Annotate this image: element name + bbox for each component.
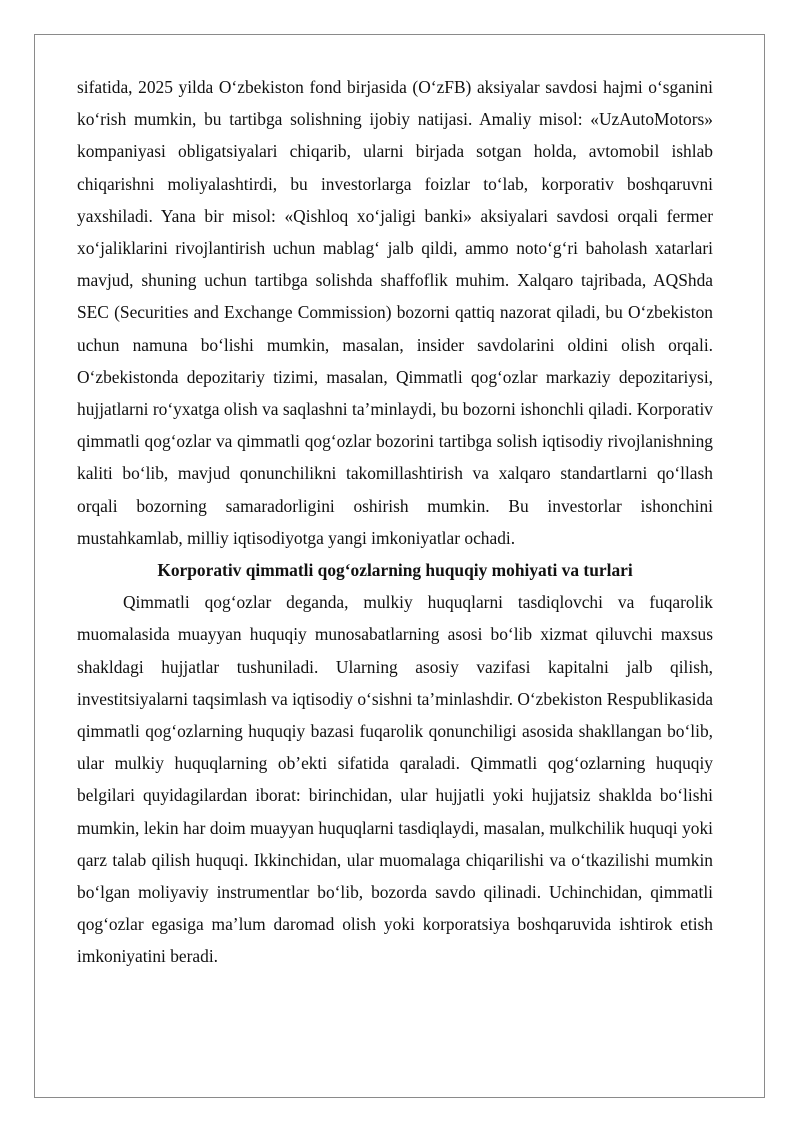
body-paragraph: sifatida, 2025 yilda O‘zbekiston fond birjasida (O‘zFB) aksiyalar savdosi hajmi o‘sganini ko‘rish mumkin, bu tartibga solishning ijobiy natijasi. Amaliy misol: «UzAutoMotors» kompaniyasi obligatsiyalari chiqarib, ularni birjada sotgan holda, avtomobil ishlab chiqarishni moliyalashtirdi, bu investorlarga foizlar to‘lab, korporativ boshqaruvni yaxshiladi. Yana bir misol: «Qishloq xo‘jaligi banki» aksiyalari savdosi orqali fermer xo‘jaliklarini rivojlantirish uchun mablag‘ jalb qildi, ammo noto‘g‘ri baholash xatarlari mavjud, shuning uchun tartibga solishda shaffoflik muhim. Xalqaro tajribada, AQShda SEC (Securities and Exchange Commission) bozorni qattiq nazorat qiladi, bu O‘zbekiston uchun namuna bo‘lishi mumkin, masalan, insider savdolarini oldini olish orqali. O‘zbekistonda depozitariy tizimi, masalan, Qimmatli qog‘ozlar markaziy depozitariysi, hujjatlarni ro‘yxatga olish va saqlashni ta’minlaydi, bu bozorni ishonchli qiladi. Korporativ qimmatli qog‘ozlar va qimmatli qog‘ozlar bozorini tartibga solish iqtisodiy rivojlanishning kaliti bo‘lib, mavjud qonunchilikni takomillashtirish va xalqaro standartlarni qo‘llash orqali bozorning samaradorligini oshirish mumkin. Bu investorlar ishonchini mustahkamlab, milliy iqtisodiyotga yangi imkoniyatlar ochadi. bbox=[77, 77, 713, 548]
section-heading: Korporativ qimmatli qog‘ozlarning huquqiy mohiyati va turlari bbox=[157, 560, 633, 581]
document-body bbox=[77, 71, 713, 973]
body-paragraph: Qimmatli qog‘ozlar deganda, mulkiy huquqlarni tasdiqlovchi va fuqarolik muomalasida muayyan huquqiy munosabatlarning asosi bo‘lib xizmat qiluvchi maxsus shakldagi hujjatlar tushuniladi. Ularning asosiy vazifasi kapitalni jalb qilish, investitsiyalarni taqsimlash va iqtisodiy o‘sishni ta’minlashdir. O‘zbekiston Respublikasida qimmatli qog‘ozlarning huquqiy bazasi fuqarolik qonunchiligi asosida shakllangan bo‘lib, ular mulkiy huquqlarning ob’ekti sifatida qaraladi. Qimmatli qog‘ozlarning huquqiy belgilari quyidagilardan iborat: birinchidan, ular hujjatli yoki hujjatsiz shaklda bo‘lishi mumkin, lekin har doim muayyan huquqlarni tasdiqlaydi, masalan, mulkchilik huquqi yoki qarz talab qilish huquqi. Ikkinchidan, ular muomalaga chiqarilishi va o‘tkazilishi mumkin bo‘lgan moliyaviy instrumentlar bo‘lib, bozorda savdo qilinadi. Uchinchidan, qimmatli qog‘ozlar egasiga ma’lum daromad olish yoki korporatsiya boshqaruvida ishtirok etish imkoniyatini beradi. bbox=[77, 592, 713, 967]
